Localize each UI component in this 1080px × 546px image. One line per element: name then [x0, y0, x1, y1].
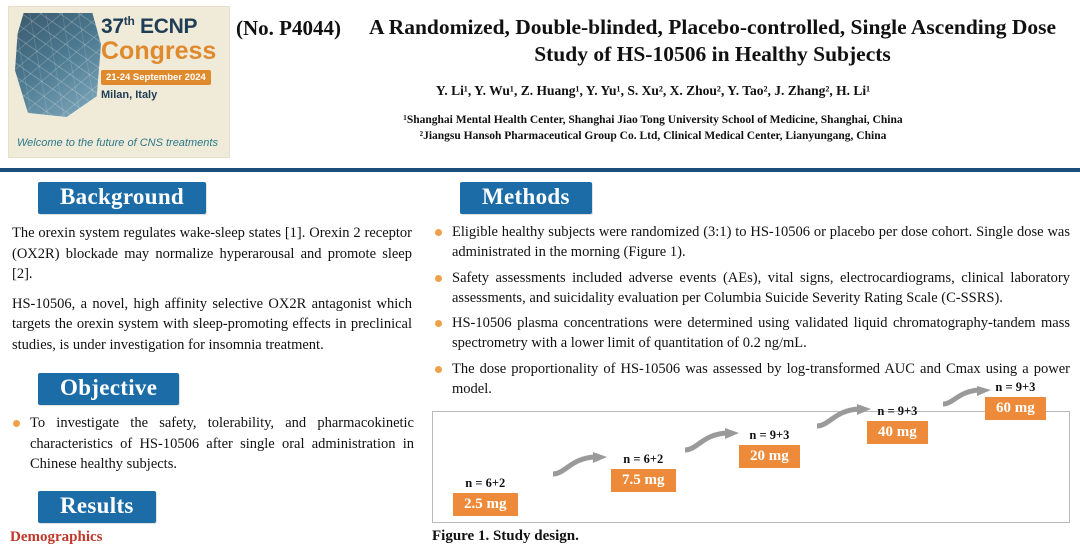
dose-step-2-n: n = 6+2 — [623, 452, 664, 467]
congress-logo-artwork-icon — [15, 13, 101, 117]
arrow-icon — [551, 452, 609, 478]
study-design-figure — [432, 380, 1070, 523]
section-header-objective: Objective — [38, 373, 179, 405]
dose-step-4-n: n = 9+3 — [877, 404, 918, 419]
dose-step-1-pill: 2.5 mg — [453, 493, 518, 516]
congress-dates: 21-24 September 2024 — [101, 70, 211, 85]
list-item: The dose proportionality of HS-10506 was assessed by log-transformed AUC and Cmax using a power model. — [432, 359, 1070, 400]
title-row — [236, 14, 1070, 67]
background-paragraph-2: HS-10506, a novel, high affinity selective OX2R antagonist which targets the orexin system with sleep-promoting effects in preclinical studies, is under investigation for insomnia treatment. — [12, 295, 412, 353]
background-head-wrap — [10, 182, 414, 214]
methods-bullets — [432, 222, 1070, 399]
list-item: HS-10506 plasma concentrations were determined using validated liquid chromatography-tandem mass spectrometry with a lower limit of quantitation of 0.2 ng/mL. — [432, 313, 1070, 354]
section-header-background: Background — [38, 182, 206, 214]
congress-tagline: Welcome to the future of CNS treatments — [17, 137, 218, 149]
methods-head-wrap — [432, 182, 1070, 214]
congress-name: ECNP — [140, 15, 198, 38]
congress-logo — [8, 6, 230, 158]
dose-step-3-n: n = 9+3 — [749, 428, 790, 443]
page-title: A Randomized, Double-blinded, Placebo-controlled, Single Ascending Dose Study of HS-10506 in Healthy Subjects — [368, 15, 1057, 66]
affiliation-list — [236, 113, 1070, 145]
poster-body — [0, 172, 1080, 546]
figure-caption: Figure 1. Study design. — [432, 528, 579, 545]
left-column — [10, 182, 414, 546]
poster-header — [0, 0, 1080, 168]
dose-step-1-n: n = 6+2 — [465, 476, 506, 491]
dose-step-2-pill: 7.5 mg — [611, 469, 676, 492]
congress-city: Milan, Italy — [101, 89, 158, 102]
results-subheading: Demographics — [10, 529, 103, 546]
affiliation-1: ¹Shanghai Mental Health Center, Shanghai Jiao Tong University School of Medicine, Shanghai, China — [403, 114, 903, 127]
dose-step-3-pill: 20 mg — [739, 445, 800, 468]
dose-step-3 — [739, 428, 800, 468]
poster-number: (No. P4044) — [236, 16, 341, 40]
congress-logo-text — [101, 15, 227, 101]
background-paragraph-1: The orexin system regulates wake-sleep states [1]. Orexin 2 receptor (OX2R) blockade may normalize hyperarousal and promote sleep [2]. — [12, 225, 412, 283]
results-head-wrap — [10, 491, 414, 523]
section-header-results: Results — [38, 491, 156, 523]
dose-step-2 — [611, 452, 676, 492]
dose-step-1 — [453, 476, 518, 516]
dose-step-5 — [985, 380, 1046, 420]
right-column — [432, 182, 1070, 546]
list-item: Safety assessments included adverse events (AEs), vital signs, electrocardiograms, clinical laboratory assessments, and suicidality evaluation per Columbia Suicide Severity Rating Scale (C-SSRS). — [432, 268, 1070, 309]
arrow-icon — [683, 428, 741, 454]
dose-step-4-pill: 40 mg — [867, 421, 928, 444]
congress-ordinal-suffix: th — [123, 14, 135, 28]
affiliation-2: ²Jiangsu Hansoh Pharmaceutical Group Co. Ltd, Clinical Medical Center, Lianyungang, China — [419, 130, 887, 143]
section-header-methods: Methods — [460, 182, 592, 214]
header-main — [230, 6, 1070, 145]
arrow-icon — [815, 404, 873, 430]
list-item: To investigate the safety, tolerability, and pharmacokinetic characteristics of HS-10506 after single oral administration in Chinese healthy subjects. — [10, 413, 414, 474]
author-list: Y. Li¹, Y. Wu¹, Z. Huang¹, Y. Yu¹, S. Xu², X. Zhou², Y. Tao², J. Zhang², H. Li¹ — [435, 83, 871, 99]
congress-ordinal: 37 — [101, 15, 124, 38]
objective-head-wrap — [10, 373, 414, 405]
dose-step-5-n: n = 9+3 — [995, 380, 1036, 395]
objective-bullets — [10, 413, 414, 474]
congress-word: Congress — [101, 37, 217, 66]
dose-step-5-pill: 60 mg — [985, 397, 1046, 420]
congress-ordinal-name — [101, 15, 227, 38]
list-item: Eligible healthy subjects were randomized (3:1) to HS-10506 or placebo per dose cohort. Single dose was administrated in the morning (Figure 1). — [432, 222, 1070, 263]
dose-step-4 — [867, 404, 928, 444]
